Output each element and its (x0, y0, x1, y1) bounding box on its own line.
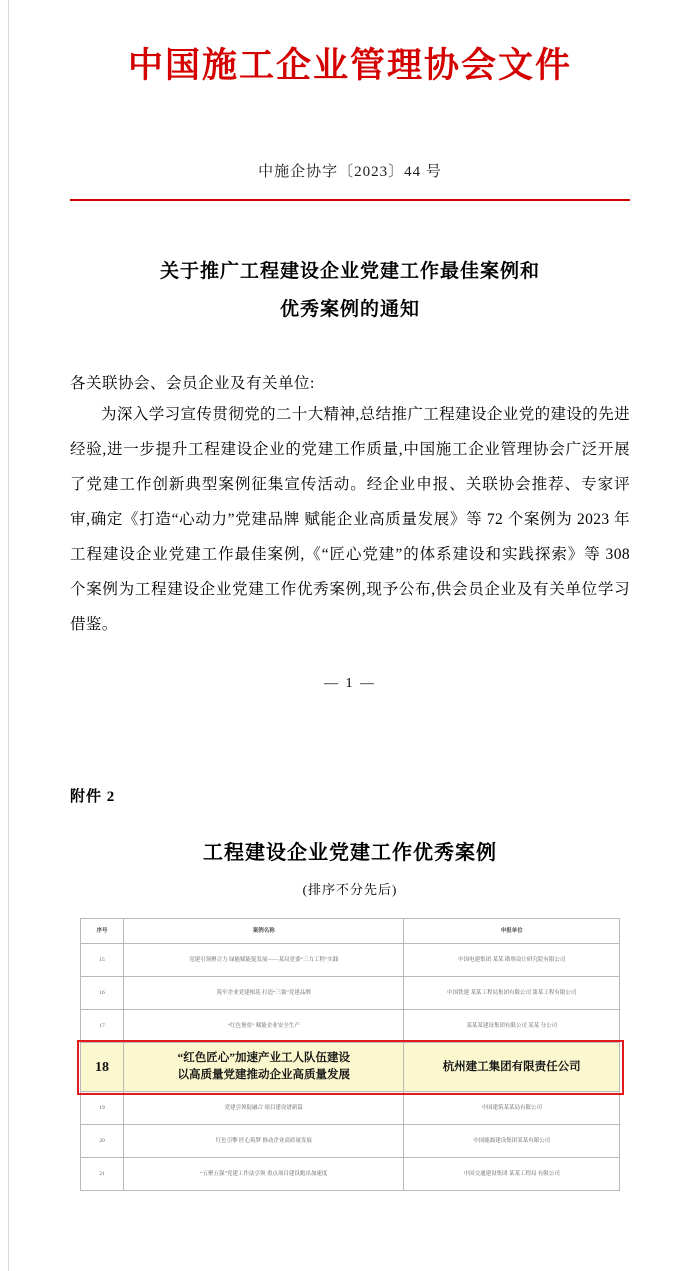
page-number: — 1 — (324, 676, 376, 691)
cell-organization: 中国铁建 某某工程局集团有限公司 第某工程有限公司 (404, 977, 620, 1010)
cell-case-name: “红色堡垒” 赋能企业安全生产 (124, 1010, 404, 1043)
document-subject-line-2: 优秀案例的通知 (279, 299, 420, 320)
document-number: 中施企协字〔2023〕44 号 (258, 164, 442, 180)
cell-no: 15 (81, 944, 124, 977)
cases-table (80, 918, 620, 1191)
cell-organization: 中国电建集团 某某 勘察设计研究院有限公司 (404, 944, 620, 977)
cell-case-name: 筑牢企业党建根基 打造“三强”党建品牌 (124, 977, 404, 1010)
attachment-block (70, 785, 630, 1191)
cell-organization: 中国能源建设集团某某有限公司 (404, 1125, 620, 1158)
cell-no: 17 (81, 1010, 124, 1043)
table-row (81, 1010, 620, 1043)
table-row (81, 977, 620, 1010)
cases-table-wrapper (80, 918, 620, 1191)
attachment-subtitle: (排序不分先后) (302, 882, 398, 897)
cell-no: 19 (81, 1092, 124, 1125)
page-edge-rule (8, 0, 9, 1271)
column-header-case-name: 案例名称 (124, 919, 404, 944)
document-subject (70, 253, 630, 329)
cell-organization: 中国建筑某某局有限公司 (404, 1092, 620, 1125)
attachment-label: 附件 2 (70, 789, 116, 805)
cell-no: 18 (81, 1043, 124, 1092)
attachment-title: 工程建设企业党建工作优秀案例 (203, 842, 497, 864)
document-salutation: 各关联协会、会员企业及有关单位: (70, 375, 315, 392)
column-header-organization: 申报单位 (404, 919, 620, 944)
red-divider-rule (70, 199, 630, 201)
cell-no: 21 (81, 1158, 124, 1191)
official-document-block (70, 0, 630, 692)
table-row (81, 1158, 620, 1191)
cell-case-name: “红色匠心”加速产业工人队伍建设 以高质量党建推动企业高质量发展 (124, 1043, 404, 1092)
table-row (81, 1125, 620, 1158)
cell-organization: 杭州建工集团有限责任公司 (404, 1043, 620, 1092)
cell-case-name: 党建引领促融合 项目建设谱新篇 (124, 1092, 404, 1125)
column-header-no: 序号 (81, 919, 124, 944)
cell-no: 16 (81, 977, 124, 1010)
cell-no: 20 (81, 1125, 124, 1158)
cell-case-name: 红色引擎 匠心筑梦 推动企业高质量发展 (124, 1125, 404, 1158)
table-header-row (81, 919, 620, 944)
table-row (81, 1092, 620, 1125)
cell-organization: 中国交通建设集团 某某工程局 有限公司 (404, 1158, 620, 1191)
table-body (81, 944, 620, 1191)
cell-case-name: “五聚五强”党建工作法引领 重点项目建设跑出加速度 (124, 1158, 404, 1191)
table-row (81, 944, 620, 977)
document-body-paragraph: 为深入学习宣传贯彻党的二十大精神,总结推广工程建设企业党的建设的先进经验,进一步提升工程建设企业的党建工作质量,中国施工企业管理协会广泛开展了党建工作创新典型案例征集宣传活动。经企业申报、关联协会推荐、专家评审,确定《打造“心动力”党建品牌 赋能企业高质量发展》等 72 个案例为 2023 年工程建设企业党建工作最佳案例,《“匠心党建”的体系建设和实践探索》等 308 个案例为工程建设企业党建工作优秀案例,现予公布,供会员企业及有关单位学习借鉴。 (70, 406, 630, 633)
table-header (81, 919, 620, 944)
table-row (81, 1043, 620, 1092)
cell-organization: 某某某建设集团有限公司 某某 分公司 (404, 1010, 620, 1043)
cell-case-name: 党建引领聚合力 绿能赋能促发展——某局党委“三力工程”实践 (124, 944, 404, 977)
document-title: 中国施工企业管理协会文件 (127, 45, 572, 86)
document-subject-line-1: 关于推广工程建设企业党建工作最佳案例和 (159, 261, 540, 282)
